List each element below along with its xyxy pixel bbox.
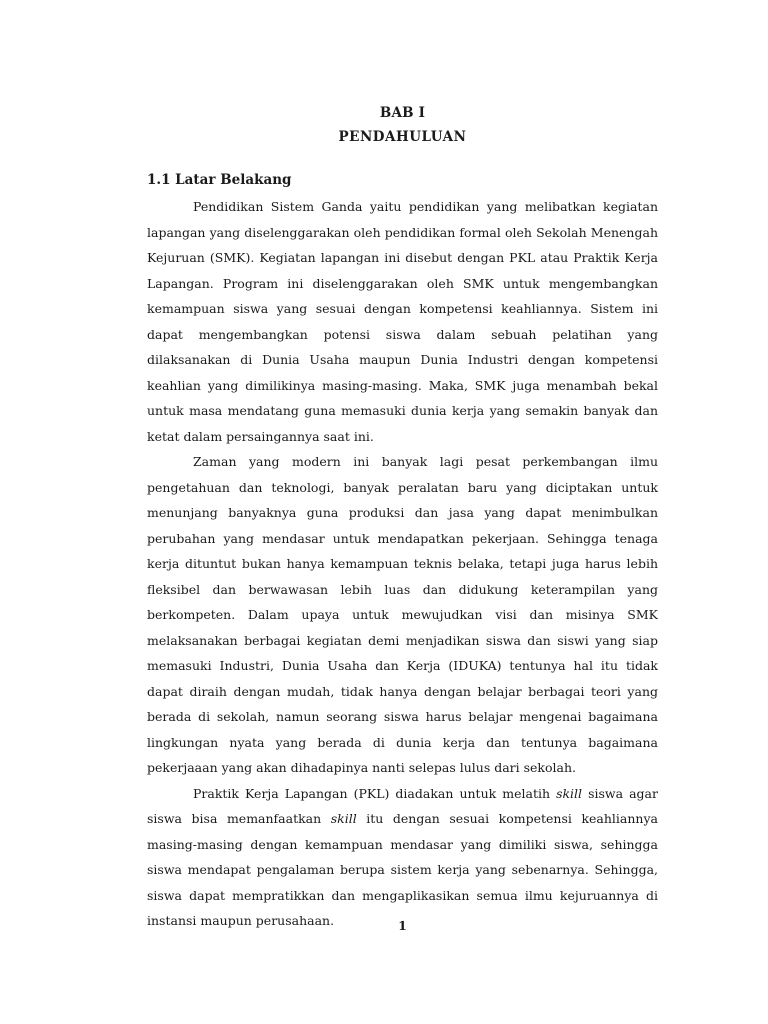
paragraph-3-italic-skill-2: skill xyxy=(330,811,357,826)
document-page xyxy=(147,0,658,1024)
paragraph-3-part-1: Praktik Kerja Lapangan (PKL) diadakan untuk melatih xyxy=(193,785,557,801)
paragraph-3-part-2: siswa agar siswa bisa memanfaatkan xyxy=(147,785,658,826)
paragraph-3-italic-skill-1: skill xyxy=(556,785,583,801)
body-text xyxy=(147,194,658,934)
paragraph-3 xyxy=(147,781,658,934)
paragraph-3-part-3: itu dengan sesuai kompetensi keahliannya masing-masing dengan kemampuan mendasar yang dimiliki siswa, sehingga siswa mendapat pengalaman berupa sistem kerja yang sebenarnya. Sehingga, siswa dapat mempratikkan dan mengaplikasikan semua ilmu kejuruannya di instansi maupun perusahaan. xyxy=(147,811,658,928)
chapter-title: PENDAHULUAN xyxy=(338,129,467,145)
paragraph-1: Pendidikan Sistem Ganda yaitu pendidikan yang melibatkan kegiatan lapangan yang diselenggarakan oleh pendidikan formal oleh Sekolah Menengah Kejuruan (SMK). Kegiatan lapangan ini disebut dengan PKL atau Praktik Kerja Lapangan. Program ini diselenggarakan oleh SMK untuk mengembangkan kemampuan siswa yang sesuai dengan kompetensi keahliannya. Sistem ini dapat mengembangkan potensi siswa dalam sebuah pelatihan yang dilaksanakan di Dunia Usaha maupun Dunia Industri dengan kompetensi keahlian yang dimilikinya masing-masing. Maka, SMK juga menambah bekal untuk masa mendatang guna memasuki dunia kerja yang semakin banyak dan ketat dalam persaingannya saat ini. xyxy=(147,199,658,444)
page-number: 1 xyxy=(398,918,407,933)
chapter-number: BAB I xyxy=(379,105,426,121)
section-heading: 1.1 Latar Belakang xyxy=(147,172,292,188)
paragraph-2: Zaman yang modern ini banyak lagi pesat perkembangan ilmu pengetahuan dan teknologi, banyak peralatan baru yang diciptakan untuk menunjang banyaknya guna produksi dan jasa yang dapat menimbulkan perubahan yang mendasar untuk mendapatkan pekerjaan. Sehingga tenaga kerja dituntut bukan hanya kemampuan teknis belaka, tetapi juga harus lebih fleksibel dan berwawasan lebih luas dan didukung keterampilan yang berkompeten. Dalam upaya untuk mewujudkan visi dan misinya SMK melaksanakan berbagai kegiatan demi menjadikan siswa dan siswi yang siap memasuki Industri, Dunia Usaha dan Kerja (IDUKA) tentunya hal itu tidak dapat diraih dengan mudah, tidak hanya dengan belajar berbagai teori yang berada di sekolah, namun seorang siswa harus belajar mengenai bagaimana lingkungan nyata yang berada di dunia kerja dan tentunya bagaimana pekerjaaan yang akan dihadapinya nanti selepas lulus dari sekolah. xyxy=(147,454,658,775)
